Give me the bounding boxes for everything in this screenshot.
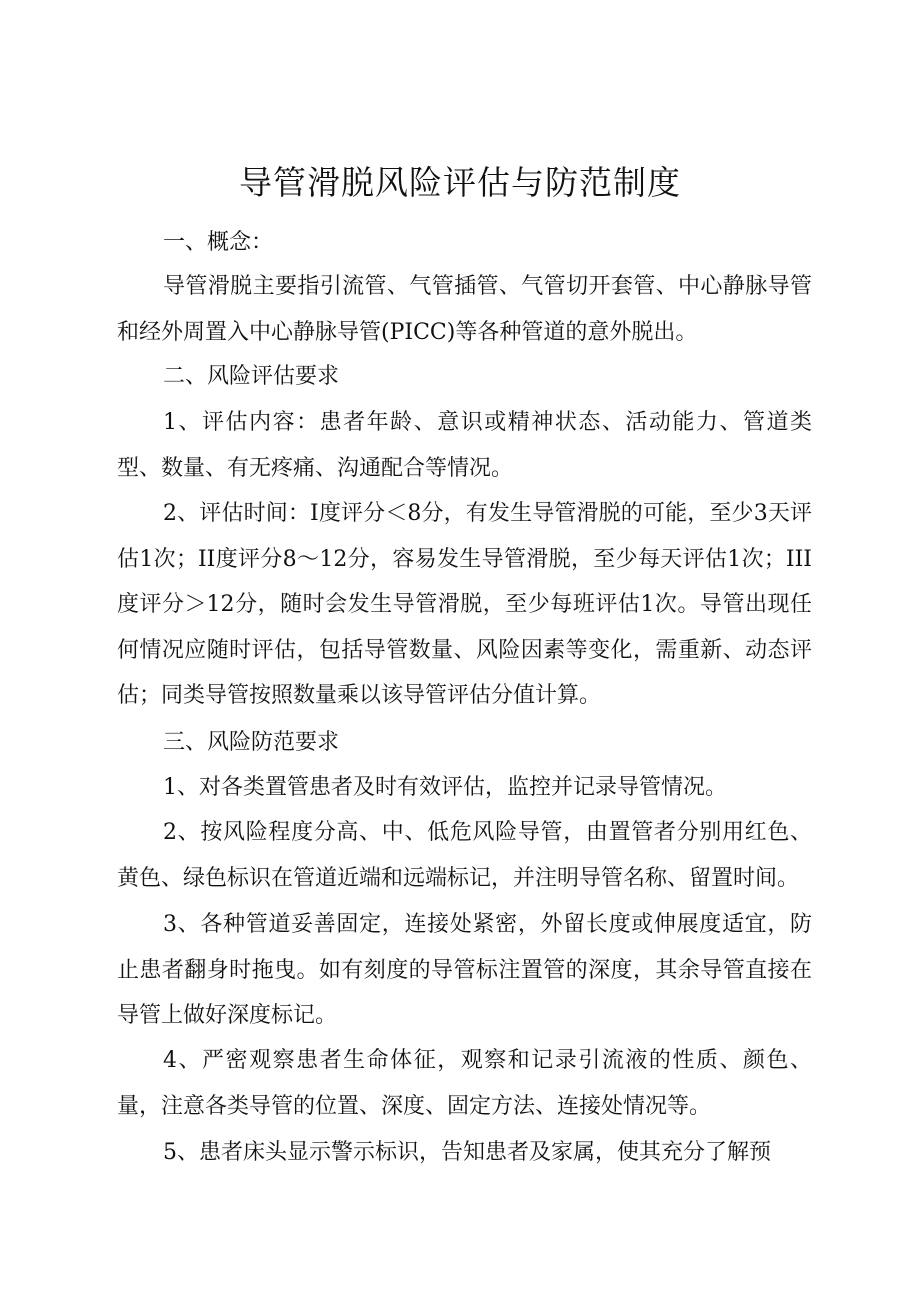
paragraph-prevention-5: 5、患者床头显示警示标识，告知患者及家属，使其充分了解预 bbox=[163, 1140, 771, 1165]
paragraph-prevention-3: 3、各种管道妥善固定，连接处紧密，外留长度或伸展度适宜，防止患者翻身时拖曳。如有刻度的导管标注置管的深度，其余导管直接在导管上做好深度标记。 bbox=[117, 912, 812, 1028]
paragraph-assessment-time: 2、评估时间：I度评分＜8分，有发生导管滑脱的可能，至少3天评估1次；II度评分8～12分，容易发生导管滑脱，至少每天评估1次；III度评分＞12分，随时会发生导管滑脱，至少每班评估1次。导管出现任何情况应随时评估，包括导管数量、风险因素等变化，需重新、动态评估；同类导管按照数量乘以该导管评估分值计算。 bbox=[117, 501, 812, 708]
paragraph-concept-definition: 导管滑脱主要指引流管、气管插管、气管切开套管、中心静脉导管和经外周置入中心静脉导管(PICC)等各种管道的意外脱出。 bbox=[117, 274, 812, 345]
paragraph-assessment-content: 1、评估内容：患者年龄、意识或精神状态、活动能力、管道类型、数量、有无疼痛、沟通配合等情况。 bbox=[117, 410, 812, 481]
section-heading-risk-prevention: 三、风险防范要求 bbox=[163, 730, 340, 755]
section-heading-concept: 一、概念： bbox=[163, 230, 274, 255]
paragraph-prevention-2: 2、按风险程度分高、中、低危风险导管，由置管者分别用红色、黄色、绿色标识在管道近端和远端标记，并注明导管名称、留置时间。 bbox=[117, 820, 812, 891]
paragraph-prevention-4: 4、严密观察患者生命体征，观察和记录引流液的性质、颜色、量，注意各类导管的位置、深度、固定方法、连接处情况等。 bbox=[117, 1048, 812, 1119]
paragraph-prevention-1: 1、对各类置管患者及时有效评估，监控并记录导管情况。 bbox=[163, 775, 727, 800]
section-heading-risk-assessment: 二、风险评估要求 bbox=[163, 364, 340, 389]
document-title: 导管滑脱风险评估与防范制度 bbox=[239, 163, 681, 202]
